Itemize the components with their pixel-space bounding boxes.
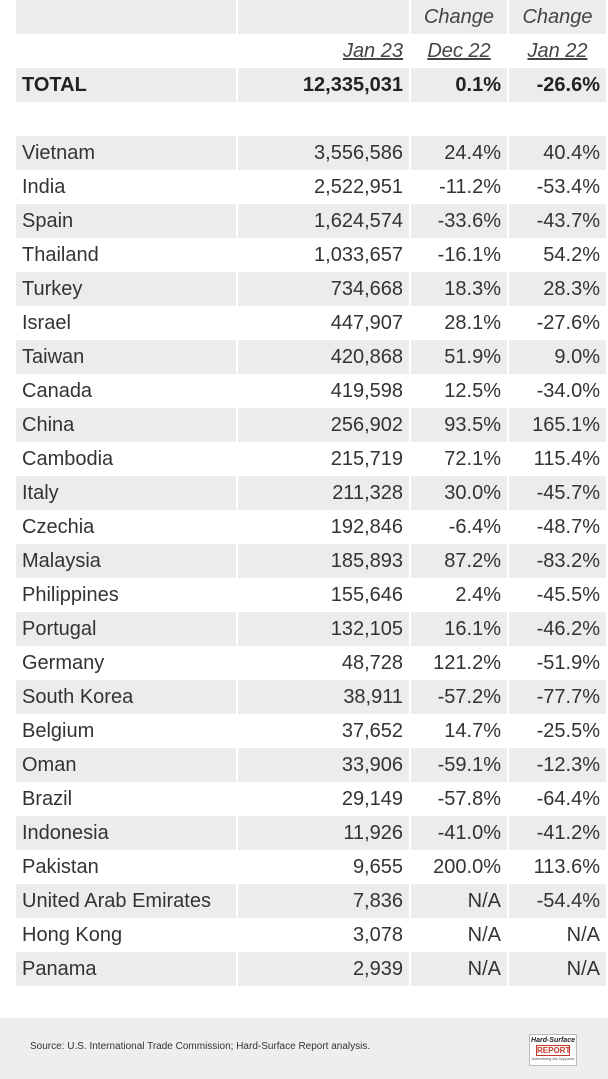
header-cell [238,0,411,34]
jan23-value: 211,328 [238,476,411,510]
jan23-value: 155,646 [238,578,411,612]
change-dec22: 28.1% [411,306,509,340]
change-jan22: -34.0% [509,374,606,408]
change-jan22: N/A [509,952,606,986]
logo-line3: Advertising Ad-Supports [531,1056,575,1061]
change-dec22: 14.7% [411,714,509,748]
change-jan22: -46.2% [509,612,606,646]
jan23-value: 38,911 [238,680,411,714]
jan23-value: 1,624,574 [238,204,411,238]
table-row [16,136,606,170]
header-cell [16,34,238,68]
country-name: Malaysia [16,544,238,578]
change-jan22: 115.4% [509,442,606,476]
table-row [16,306,606,340]
country-name: Turkey [16,272,238,306]
jan23-value: 3,078 [238,918,411,952]
total-row [16,68,606,102]
jan23-value: 9,655 [238,850,411,884]
change-jan22: -77.7% [509,680,606,714]
table-row [16,782,606,816]
country-name: India [16,170,238,204]
change-dec22: 51.9% [411,340,509,374]
change-dec22: 200.0% [411,850,509,884]
jan23-value: 2,939 [238,952,411,986]
country-name: United Arab Emirates [16,884,238,918]
header-cell [16,0,238,34]
header-period-jan22: Jan 22 [509,34,606,68]
change-dec22: N/A [411,918,509,952]
country-name: Germany [16,646,238,680]
country-name: Oman [16,748,238,782]
change-dec22: -11.2% [411,170,509,204]
country-name: Cambodia [16,442,238,476]
table-row [16,340,606,374]
table-row [16,170,606,204]
change-jan22: -53.4% [509,170,606,204]
jan23-value: 447,907 [238,306,411,340]
jan23-value: 734,668 [238,272,411,306]
change-dec22: -6.4% [411,510,509,544]
change-dec22: 16.1% [411,612,509,646]
total-value: 12,335,031 [238,68,411,102]
jan23-value: 419,598 [238,374,411,408]
table-row [16,442,606,476]
country-name: Panama [16,952,238,986]
change-jan22: -27.6% [509,306,606,340]
country-name: Canada [16,374,238,408]
change-dec22: -41.0% [411,816,509,850]
change-jan22: 9.0% [509,340,606,374]
data-table [16,0,606,986]
table-row [16,952,606,986]
header-row-period [16,34,606,68]
change-dec22: -59.1% [411,748,509,782]
header-change-dec22: Change [411,0,509,34]
jan23-value: 3,556,586 [238,136,411,170]
table-row [16,544,606,578]
header-period-dec22: Dec 22 [411,34,509,68]
change-jan22: -12.3% [509,748,606,782]
change-dec22: -57.2% [411,680,509,714]
change-jan22: -64.4% [509,782,606,816]
jan23-value: 420,868 [238,340,411,374]
change-jan22: 28.3% [509,272,606,306]
table-row [16,816,606,850]
change-dec22: -57.8% [411,782,509,816]
footer [0,1018,608,1079]
total-change-jan22: -26.6% [509,68,606,102]
table-row [16,918,606,952]
change-dec22: 12.5% [411,374,509,408]
change-dec22: 93.5% [411,408,509,442]
change-dec22: 24.4% [411,136,509,170]
change-dec22: 121.2% [411,646,509,680]
table-row [16,272,606,306]
change-jan22: -43.7% [509,204,606,238]
table-row [16,612,606,646]
table-row [16,510,606,544]
spacer-row [16,102,606,136]
change-jan22: -45.5% [509,578,606,612]
table-row [16,204,606,238]
jan23-value: 33,906 [238,748,411,782]
country-name: Thailand [16,238,238,272]
change-dec22: 2.4% [411,578,509,612]
change-jan22: -41.2% [509,816,606,850]
jan23-value: 185,893 [238,544,411,578]
country-name: Pakistan [16,850,238,884]
table-row [16,238,606,272]
country-name: Philippines [16,578,238,612]
country-name: China [16,408,238,442]
change-dec22: 87.2% [411,544,509,578]
change-jan22: -54.4% [509,884,606,918]
change-dec22: 72.1% [411,442,509,476]
change-dec22: 30.0% [411,476,509,510]
change-jan22: 54.2% [509,238,606,272]
table-row [16,680,606,714]
change-jan22: -48.7% [509,510,606,544]
country-name: South Korea [16,680,238,714]
table-row [16,408,606,442]
country-name: Vietnam [16,136,238,170]
change-jan22: -25.5% [509,714,606,748]
change-jan22: 113.6% [509,850,606,884]
jan23-value: 1,033,657 [238,238,411,272]
country-name: Spain [16,204,238,238]
jan23-value: 215,719 [238,442,411,476]
table-row [16,374,606,408]
logo-line2: REPORT [537,1046,571,1055]
change-dec22: 18.3% [411,272,509,306]
change-dec22: N/A [411,952,509,986]
jan23-value: 48,728 [238,646,411,680]
table-row [16,646,606,680]
country-name: Indonesia [16,816,238,850]
jan23-value: 256,902 [238,408,411,442]
country-rows [16,136,606,986]
jan23-value: 37,652 [238,714,411,748]
jan23-value: 29,149 [238,782,411,816]
change-jan22: -51.9% [509,646,606,680]
change-dec22: -33.6% [411,204,509,238]
hard-surface-report-logo [529,1034,577,1066]
table-row [16,850,606,884]
country-name: Portugal [16,612,238,646]
header-period-jan23: Jan 23 [238,34,411,68]
total-label: TOTAL [16,68,238,102]
jan23-value: 192,846 [238,510,411,544]
change-jan22: 40.4% [509,136,606,170]
table-row [16,714,606,748]
table-row [16,748,606,782]
jan23-value: 2,522,951 [238,170,411,204]
change-jan22: -45.7% [509,476,606,510]
jan23-value: 7,836 [238,884,411,918]
header-change-jan22: Change [509,0,606,34]
logo-line1: Hard-Surface [531,1037,575,1044]
country-name: Hong Kong [16,918,238,952]
country-name: Brazil [16,782,238,816]
country-name: Czechia [16,510,238,544]
change-jan22: 165.1% [509,408,606,442]
jan23-value: 11,926 [238,816,411,850]
country-name: Italy [16,476,238,510]
change-dec22: N/A [411,884,509,918]
country-name: Israel [16,306,238,340]
change-jan22: -83.2% [509,544,606,578]
total-change-dec22: 0.1% [411,68,509,102]
table-row [16,578,606,612]
jan23-value: 132,105 [238,612,411,646]
change-jan22: N/A [509,918,606,952]
table-row [16,884,606,918]
table-row [16,476,606,510]
country-name: Taiwan [16,340,238,374]
change-dec22: -16.1% [411,238,509,272]
country-name: Belgium [16,714,238,748]
header-row-change [16,0,606,34]
source-note: Source: U.S. International Trade Commission; Hard-Surface Report analysis. [30,1041,371,1052]
